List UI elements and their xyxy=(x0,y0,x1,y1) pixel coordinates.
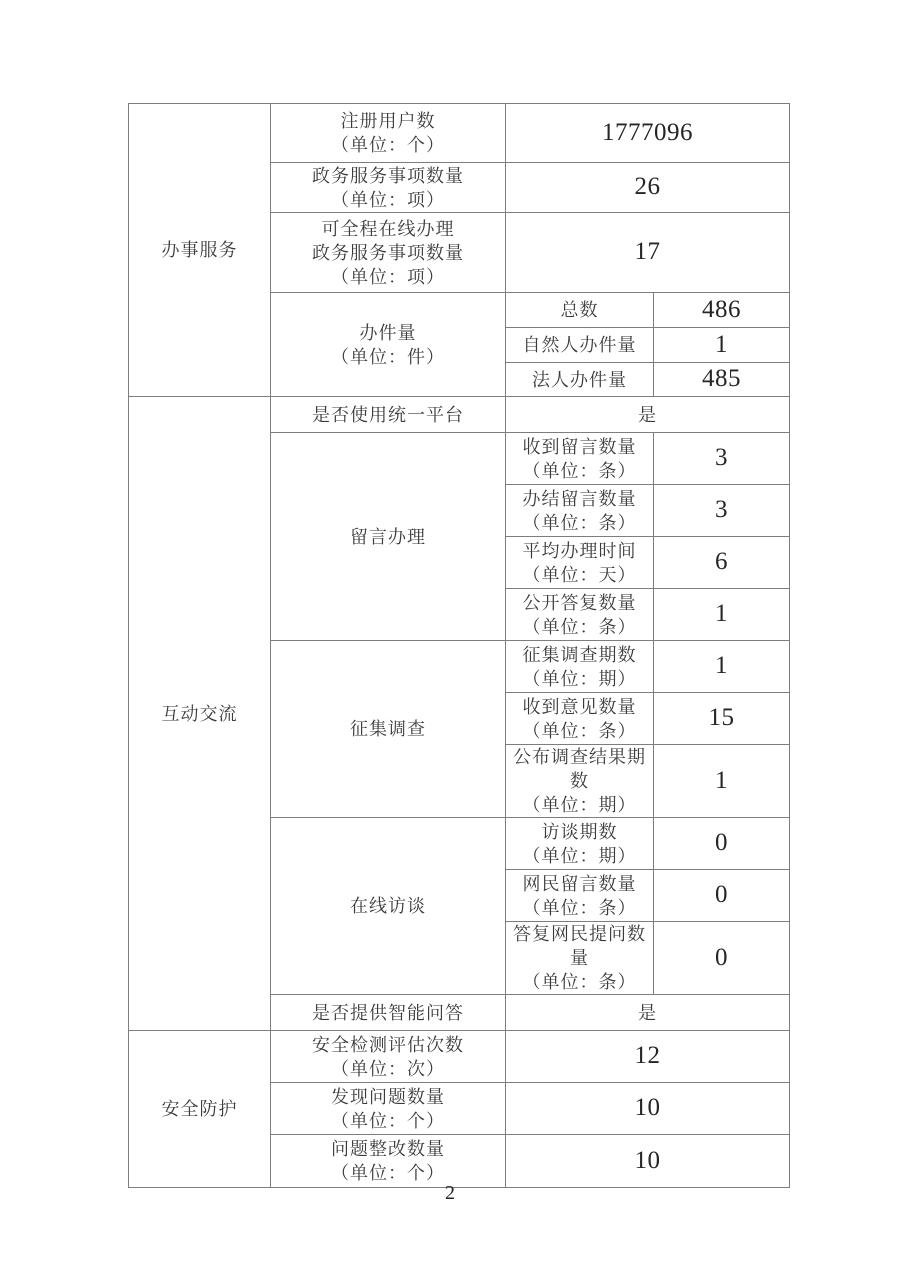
unit-text: （单位：条） xyxy=(522,972,637,992)
cell-zhengji-opinions-label xyxy=(506,693,654,745)
value-text: 是 xyxy=(638,1002,657,1023)
cell-registered-users-value xyxy=(506,104,790,163)
unit-text: （单位：期） xyxy=(522,845,637,866)
value-text: 1 xyxy=(715,330,728,358)
label-text: 可全程在线办理 xyxy=(321,218,455,239)
cell-fangtan-periods-label xyxy=(506,818,654,870)
value-text: 0 xyxy=(715,881,728,908)
unit-text: （单位：天） xyxy=(522,564,637,585)
label-text: 注册用户数 xyxy=(340,111,436,131)
label-text: 在线访谈 xyxy=(350,896,426,916)
cell-registered-users-label xyxy=(271,104,506,163)
group-cell-banshi-fuwu xyxy=(129,104,271,397)
cell-zhengji-results-value xyxy=(654,745,790,818)
label-text: 办结留言数量 xyxy=(522,488,637,509)
unit-text: （单位：个） xyxy=(331,135,445,155)
value-text: 1 xyxy=(715,652,728,679)
cell-banjian-legal-value xyxy=(654,363,790,397)
table-row xyxy=(129,397,790,433)
label-text: 征集调查 xyxy=(350,719,426,739)
cell-fangtan-replies-label xyxy=(506,922,654,995)
cell-banjian-natural-label xyxy=(506,328,654,363)
cell-zhengji-results-label xyxy=(506,745,654,818)
label-text: 政务服务事项数量 xyxy=(312,242,464,263)
label-text: 访谈期数 xyxy=(541,821,618,842)
value-text: 26 xyxy=(634,173,661,200)
value-text: 485 xyxy=(702,365,741,392)
unit-text: （单位：项） xyxy=(331,189,445,210)
cell-full-online-value xyxy=(506,213,790,293)
label-text: 自然人办件量 xyxy=(522,335,637,355)
cell-unified-platform-value xyxy=(506,397,790,433)
group-label: 安全防护 xyxy=(161,1099,238,1119)
cell-smart-qa-value xyxy=(506,995,790,1031)
value-text: 10 xyxy=(634,1094,661,1121)
cell-fangtan-messages-label xyxy=(506,870,654,922)
value-text: 1 xyxy=(715,600,728,627)
unit-text: （单位：个） xyxy=(331,1110,445,1131)
unit-text: （单位：条） xyxy=(522,460,637,481)
cell-banjian-total-value xyxy=(654,293,790,328)
cell-liuyan-avg-time-label xyxy=(506,537,654,589)
label-text: 收到留言数量 xyxy=(522,436,637,457)
unit-text: （单位：条） xyxy=(522,720,637,741)
group-cell-anquan-fanghu xyxy=(129,1031,271,1188)
cell-security-checks-value xyxy=(506,1031,790,1083)
cell-zhengji-periods-value xyxy=(654,641,790,693)
value-text: 1 xyxy=(715,766,728,794)
cell-banjian-total-label xyxy=(506,293,654,328)
label-text: 政务服务事项数量 xyxy=(312,165,464,186)
cell-banjian-legal-label xyxy=(506,363,654,397)
unit-text: （单位：个） xyxy=(331,1163,445,1183)
unit-text: （单位：条） xyxy=(522,512,637,533)
table-row xyxy=(129,1031,790,1083)
cell-problems-fixed-value xyxy=(506,1135,790,1188)
label-text: 网民留言数量 xyxy=(522,873,637,894)
cell-liuyan-public-reply-value xyxy=(654,589,790,641)
cell-problems-found-value xyxy=(506,1083,790,1135)
value-text: 6 xyxy=(715,548,728,575)
label-text: 答复网民提问数量 xyxy=(513,924,646,968)
label-text: 是否提供智能问答 xyxy=(312,1002,464,1023)
value-text: 3 xyxy=(715,496,728,523)
label-text: 办件量 xyxy=(359,322,417,343)
label-text: 平均办理时间 xyxy=(522,540,637,561)
cell-unified-platform-label xyxy=(271,397,506,433)
cell-problems-found-label xyxy=(271,1083,506,1135)
value-text: 0 xyxy=(715,829,728,856)
cell-banjian-natural-value xyxy=(654,328,790,363)
label-text: 发现问题数量 xyxy=(331,1086,445,1107)
unit-text: （单位：条） xyxy=(522,616,637,637)
unit-text: （单位：项） xyxy=(331,266,445,287)
label-text: 公开答复数量 xyxy=(522,592,637,613)
value-text: 17 xyxy=(634,238,661,265)
value-text: 1777096 xyxy=(602,118,693,146)
group-label: 互动交流 xyxy=(161,703,238,724)
value-text: 486 xyxy=(702,295,741,323)
value-text: 10 xyxy=(634,1146,661,1174)
cell-liuyan-received-label xyxy=(506,433,654,485)
cell-security-checks-label xyxy=(271,1031,506,1083)
cell-full-online-label xyxy=(271,213,506,293)
cell-fangtan-messages-value xyxy=(654,870,790,922)
label-text: 征集调查期数 xyxy=(522,644,637,665)
report-table xyxy=(128,103,790,1188)
cell-liuyan-done-value xyxy=(654,485,790,537)
cell-smart-qa-label xyxy=(271,995,506,1031)
value-text: 15 xyxy=(708,704,735,731)
cell-zhengji-periods-label xyxy=(506,641,654,693)
cell-liuyan-public-reply-label xyxy=(506,589,654,641)
cell-liuyan-received-value xyxy=(654,433,790,485)
unit-text: （单位：件） xyxy=(331,346,445,367)
label-text: 总数 xyxy=(560,300,599,320)
label-text: 留言办理 xyxy=(350,526,426,547)
unit-text: （单位：条） xyxy=(522,897,637,918)
value-text: 12 xyxy=(634,1042,661,1069)
cell-service-items-value xyxy=(506,163,790,213)
group-label: 办事服务 xyxy=(161,240,238,260)
cell-banjianliang-label xyxy=(271,293,506,397)
value-text: 是 xyxy=(638,404,657,425)
label-text: 安全检测评估次数 xyxy=(312,1034,464,1055)
value-text: 3 xyxy=(715,444,728,471)
cell-fangtan-replies-value xyxy=(654,922,790,995)
label-text: 收到意见数量 xyxy=(522,696,637,717)
label-text: 公布调查结果期数 xyxy=(513,747,646,791)
cell-liuyan-avg-time-value xyxy=(654,537,790,589)
cell-liuyan-banli-label xyxy=(271,433,506,641)
value-text: 0 xyxy=(715,943,728,971)
label-text: 是否使用统一平台 xyxy=(312,404,464,425)
group-cell-hudong-jiaoliu xyxy=(129,397,271,1031)
cell-service-items-label xyxy=(271,163,506,213)
unit-text: （单位：次） xyxy=(331,1058,445,1079)
cell-liuyan-done-label xyxy=(506,485,654,537)
label-text: 法人办件量 xyxy=(532,369,627,390)
cell-fangtan-periods-value xyxy=(654,818,790,870)
table-row xyxy=(129,104,790,163)
unit-text: （单位：期） xyxy=(522,668,637,689)
cell-zhengji-opinions-value xyxy=(654,693,790,745)
cell-zaixian-fangtan-label xyxy=(271,818,506,995)
cell-zhengji-diaocha-label xyxy=(271,641,506,818)
cell-problems-fixed-label xyxy=(271,1135,506,1188)
label-text: 问题整改数量 xyxy=(331,1139,445,1159)
page-number: 2 xyxy=(445,1182,455,1204)
unit-text: （单位：期） xyxy=(522,795,637,815)
